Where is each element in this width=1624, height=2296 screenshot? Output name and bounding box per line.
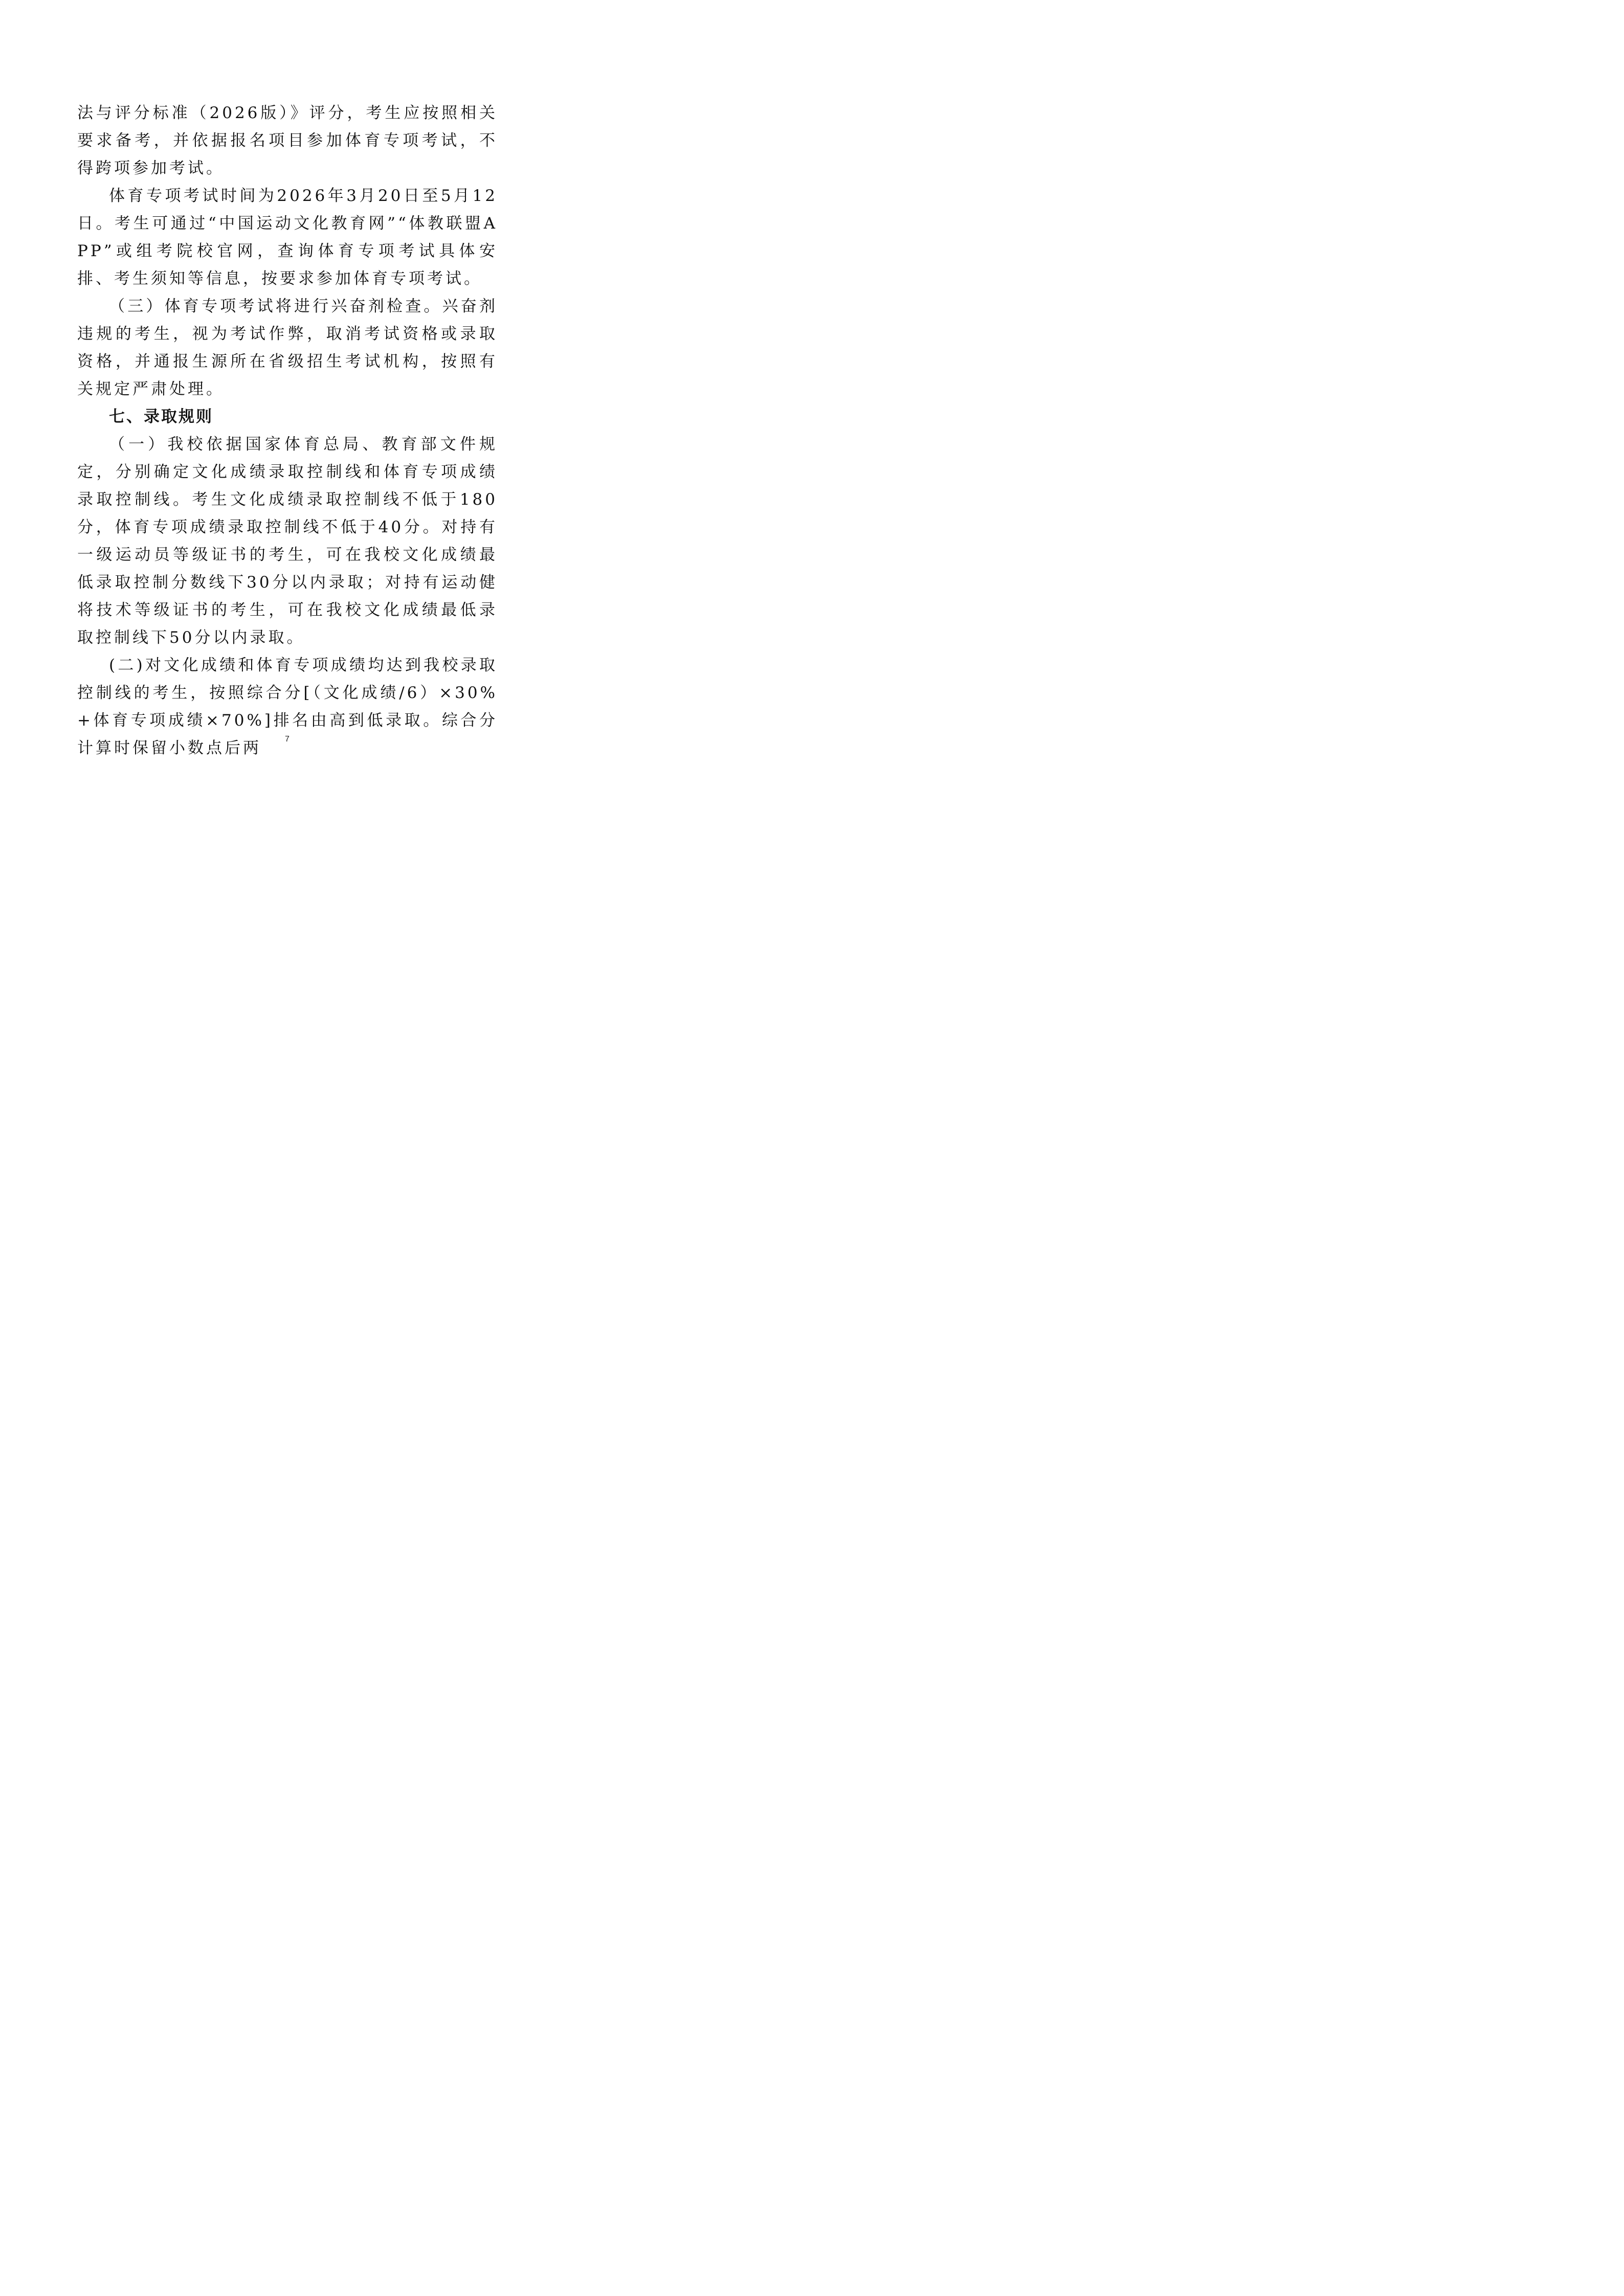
paragraph-admission-control-lines: （一）我校依据国家体育总局、教育部文件规定，分别确定文化成绩录取控制线和体育专项成绩录取控制线。考生文化成绩录取控制线不低于180分，体育专项成绩录取控制线不低于40分。对持有一级运动员等级证书的考生，可在我校文化成绩最低录取控制分数线下30分以内录取；对持有运动健将技术等级证书的考生，可在我校文化成绩最低录取控制线下50分以内录取。	[77, 435, 498, 647]
page-number: 7	[285, 735, 290, 744]
paragraph-exam-schedule: 体育专项考试时间为2026年3月20日至5月12日。考生可通过“中国运动文化教育网”“体教联盟APP”或组考院校官网，查询体育专项考试具体安排、考生须知等信息，按要求参加体育专项考试。	[77, 187, 498, 288]
paragraph-composite-score: (二)对文化成绩和体育专项成绩均达到我校录取控制线的考生，按照综合分[（文化成绩/6）×30%+体育专项成绩×70%]排名由高到低录取。综合分计算时保留小数点后两	[77, 656, 498, 757]
document-page	[0, 0, 574, 812]
section-heading-admission-rules: 七、录取规则	[109, 408, 213, 426]
page-body	[77, 99, 498, 762]
paragraph-doping-check: （三）体育专项考试将进行兴奋剂检查。兴奋剂违规的考生，视为考试作弊，取消考试资格或录取资格，并通报生源所在省级招生考试机构，按照有关规定严肃处理。	[77, 297, 498, 398]
paragraph-scoring-continuation: 法与评分标准（2026版）》评分，考生应按照相关要求备考，并依据报名项目参加体育专项考试，不得跨项参加考试。	[77, 104, 498, 177]
